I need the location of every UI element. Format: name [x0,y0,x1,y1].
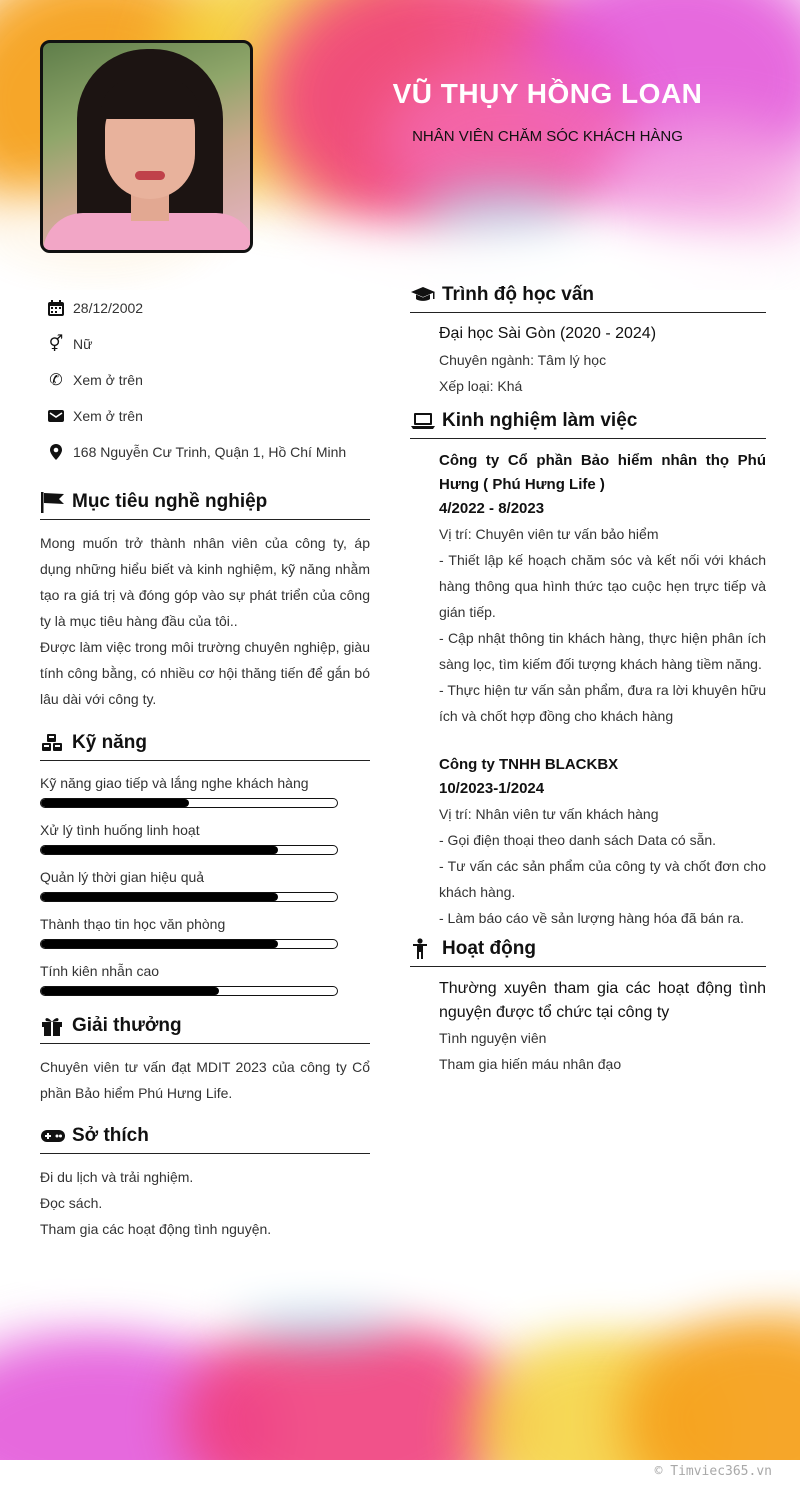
skill-bar [40,939,338,949]
contact-phone [46,362,376,398]
activities-title: Hoạt động [442,938,536,959]
gamepad-icon [40,1124,68,1148]
skills-list [40,773,370,996]
education-major: Chuyên ngành: Tâm lý học [439,352,607,368]
job-description: - Tư vấn các sản phẩm của công ty và chốt đơn cho khách hàng. [439,858,766,900]
contact-list [46,290,376,470]
skill-bar-fill [41,799,189,807]
skills-title: Kỹ năng [72,732,147,753]
contact-gender [46,326,376,362]
job-description: - Thiết lập kế hoạch chăm sóc và kết nối với khách hàng thông qua hình thức tạo cuộc hẹn trực tiếp và gián tiếp. [439,552,766,620]
skills-header [40,731,370,761]
skill-bar [40,892,338,902]
objective-title: Mục tiêu nghề nghiệp [72,491,268,512]
education-school: Đại học Sài Gòn (2020 - 2024) [439,325,657,342]
cubes-icon [40,731,68,755]
skill-bar [40,986,338,996]
calendar-icon [46,298,66,318]
objective-header [40,490,370,520]
contact-email-value[interactable]: Xem ở trên [73,408,143,424]
footer-watercolor [0,1270,800,1460]
gift-icon [40,1014,68,1038]
job-description: - Cập nhật thông tin khách hàng, thực hiện phân ích sàng lọc, tìm kiếm đối tượng khách hàng tiềm năng. [439,630,766,672]
job-period: 4/2022 - 8/2023 [439,500,545,517]
skill-bar-fill [41,893,278,901]
hobbies-section [40,1124,370,1242]
skill-label: Kỹ năng giao tiếp và lắng nghe khách hàng [40,775,309,791]
activities-section [410,937,766,1077]
job-entry [439,753,766,931]
skill-bar-fill [41,987,219,995]
education-title: Trình độ học vấn [442,284,595,305]
location-pin-icon [46,442,66,462]
contact-gender-value: Nữ [73,336,93,352]
contact-birthday-value: 28/12/2002 [73,300,144,316]
objective-paragraph-1: Mong muốn trở thành nhân viên của công ty, áp dụng những hiểu biết và kinh nghiệm, kỹ năng nhằm tạo ra giá trị và đóng góp vào sự phát triển của công ty là mục tiêu hàng đầu của tôi.. [40,535,370,629]
skill-bar-fill [41,846,278,854]
hobby-item: Đọc sách. [40,1195,103,1211]
candidate-name: VŨ THỤY HỒNG LOAN [392,78,703,109]
job-company: Công ty Cổ phần Bảo hiểm nhân thọ Phú Hưng ( Phú Hưng Life ) [439,452,766,493]
activities-header [410,937,766,967]
skill-label: Tính kiên nhẫn cao [40,963,160,979]
skill-bar-fill [41,940,278,948]
job-description: - Làm báo cáo về sản lượng hàng hóa đã bán ra. [439,910,744,926]
job-description: - Thực hiện tư vấn sản phẩm, đưa ra lời khuyên hữu ích và chốt hợp đồng cho khách hàng [439,682,766,724]
skill-label: Xử lý tình huống linh hoạt [40,822,200,838]
awards-text: Chuyên viên tư vấn đạt MDIT 2023 của công ty Cổ phần Bảo hiểm Phú Hưng Life. [40,1059,370,1101]
experience-header [410,409,766,439]
job-position: Vị trí: Nhân viên tư vấn khách hàng [439,806,659,822]
skill-label: Thành thạo tin học văn phòng [40,916,226,932]
education-rank: Xếp loại: Khá [439,378,523,394]
activity-role: Tình nguyện viên [439,1030,547,1046]
job-description: - Gọi điện thoại theo danh sách Data có sẵn. [439,832,717,848]
hobby-item: Tham gia các hoạt động tình nguyện. [40,1221,272,1237]
laptop-icon [410,409,438,433]
contact-address-value: 168 Nguyễn Cư Trinh, Quận 1, Hồ Chí Minh [73,444,347,460]
skill-bar [40,845,338,855]
phone-icon: ✆ [49,372,63,389]
job-company: Công ty TNHH BLACKBX [439,756,619,773]
flag-icon [40,490,68,514]
skills-section [40,731,370,996]
profile-photo [40,40,253,253]
footer-credit[interactable]: © Timviec365.vn [654,1464,772,1479]
candidate-job-title: NHÂN VIÊN CHĂM SÓC KHÁCH HÀNG [412,128,683,145]
skill-item [40,961,370,996]
email-icon [46,406,66,426]
skill-bar [40,798,338,808]
skill-item [40,914,370,949]
activity-detail: Tham gia hiến máu nhân đạo [439,1056,622,1072]
experience-section [410,409,766,931]
hobbies-title: Sở thích [72,1125,149,1146]
activity-main: Thường xuyên tham gia các hoạt động tình nguyện được tổ chức tại công ty [439,980,766,1021]
gender-icon: ⚥ [48,336,64,353]
hobby-item: Đi du lịch và trải nghiệm. [40,1169,194,1185]
hobbies-header [40,1124,370,1154]
job-entry [439,449,766,729]
person-icon [410,937,438,961]
objective-paragraph-2: Được làm việc trong môi trường chuyên nghiệp, giàu tính công bằng, có nhiều cơ hội thăng tiến để gắn bó lâu dài với công ty. [40,639,370,707]
awards-title: Giải thưởng [72,1015,182,1036]
skill-label: Quản lý thời gian hiệu quả [40,869,205,885]
skill-item [40,773,370,808]
education-section [410,283,766,399]
skill-item [40,867,370,902]
contact-address [46,434,376,470]
awards-header [40,1014,370,1044]
objective-section [40,490,370,712]
job-position: Vị trí: Chuyên viên tư vấn bảo hiểm [439,526,659,542]
skill-item [40,820,370,855]
awards-section [40,1014,370,1106]
contact-phone-value[interactable]: Xem ở trên [73,372,143,388]
contact-birthday [46,290,376,326]
graduation-cap-icon [410,283,438,307]
experience-title: Kinh nghiệm làm việc [442,410,638,431]
contact-email [46,398,376,434]
job-period: 10/2023-1/2024 [439,780,545,797]
education-header [410,283,766,313]
